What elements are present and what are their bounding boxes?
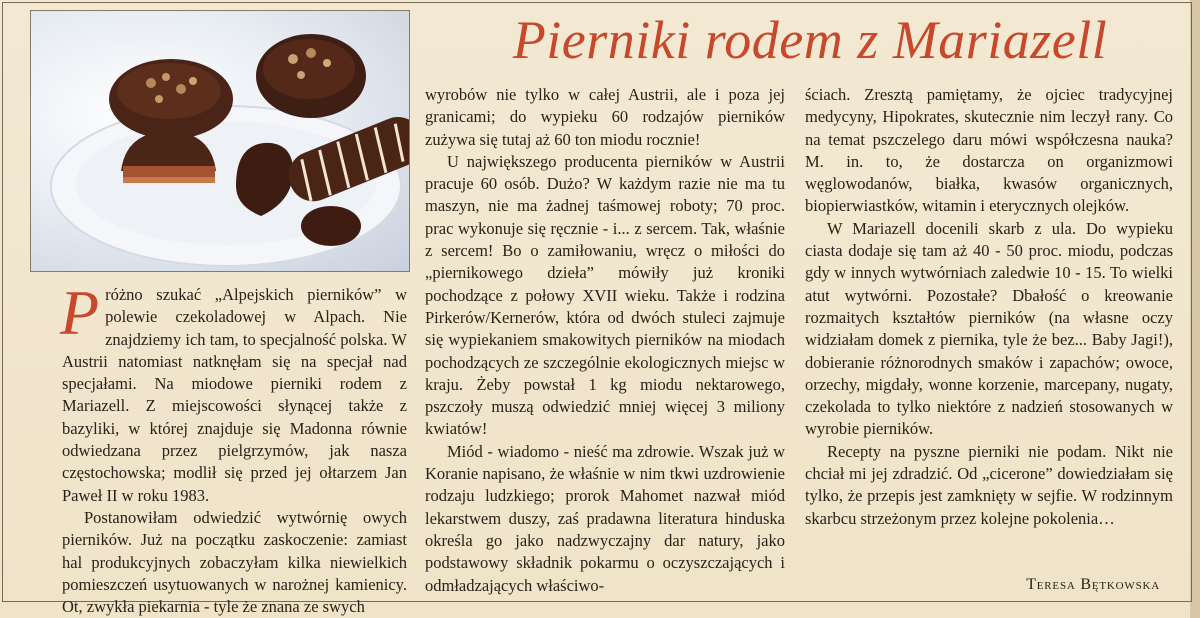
paragraph: ściach. Zresztą pamiętamy, że ojciec tradycyjnej medycyny, Hipokrates, skutecznie nim leczył rany. Co na temat pszczelego daru mówi współczesna nauka? M. in. to, że dostarcza on organizmowi węglowodanów, białka, kwasów organicznych, biopierwiastków, witamin i eterycznych olejków. — [805, 85, 1173, 216]
author-byline: Teresa Bętkowska — [1026, 576, 1160, 593]
column-2 — [425, 84, 785, 597]
column-1 — [60, 277, 407, 618]
paragraph: U największego producenta pierników w Austrii pracuje 60 osób. Dużo? W każdym razie nie ma tu maszyn, nie ma żadnej taśmowej roboty; 70 proc. prac wykonuje się ręcznie - i... z sercem. Tak, właśnie z sercem! Bo o zamiłowaniu, wręcz o miłości do „piernikowego dzieła” mówiły już kroniki pochodzące z połowy XVII wieku. Także i rodzina Pirkerów/Kernerów, która od dwóch stuleci zajmuje się wypiekaniem smakowitych pierników na miodach pochodzących ze szczególnie ekologicznych miejsc w kraju. Żeby powstał 1 kg miodu nektarowego, pszczoły muszą odwiedzić mniej więcej 3 miliony kwiatów! — [425, 151, 785, 439]
paragraph: W Mariazell docenili skarb z ula. Do wypieku ciasta dodaje się tam aż 40 - 50 proc. miodu, podczas gdy w innych wytwórniach zaledwie 10 - 15. To wielki atut wytwórni. Pozostałe? Dbałość o kreowanie rozmaitych kształtów pierników (na własne oczy widziałam domek z piernika, tyle że bez... Baby Jagi!), dobieranie różnorodnych smaków i zapachów; owoce, orzechy, migdały, wonne korzenie, marcepany, nugaty, czekolada to tylko niektóre z nadzień stosowanych w wyrobie pierników. — [805, 218, 1173, 439]
gingerbread-illustration — [31, 11, 410, 272]
paragraph: wyrobów nie tylko w całej Austrii, ale i poza jej granicami; do wypieku 60 rodzajów pierników zużywa się tutaj aż 60 ton miodu rocznie! — [425, 85, 785, 149]
column-3 — [805, 84, 1173, 530]
article-title: Pierniki rodem z Mariazell — [512, 10, 1108, 70]
paragraph: Miód - wiadomo - nieść ma zdrowie. Wszak już w Koranie napisano, że właśnie w nim tkwi uzdrowienie rodzaju ludzkiego; prorok Mahomet nazwał miód lekarstwem duszy, zaś pradawna literatura hinduska określa go jako nadzwyczajny dar natury, jako podstawowy składnik pokarmu o oczyszczających i odmładzających właściwo- — [425, 441, 785, 595]
gingerbread-photo — [30, 10, 410, 272]
drop-cap: P — [60, 277, 100, 348]
paragraph: Postanowiłam odwiedzić wytwórnię owych pierników. Już na początku zaskoczenie: zamiast hal produkcyjnych zobaczyłam kilka niewielkich pomieszczeń usytuowanych w narożnej kamienicy. Ot, zwykła piekarnia - tyle że znana ze swych — [62, 507, 407, 617]
paragraph: Recepty na pyszne pierniki nie podam. Nikt nie chciał mi jej zdradzić. Od „cicerone” dowiedziałam się tylko, że przepis jest zamknięty w sejfie. W rodzinnym skarbcu strzeżonym przez kolejne pokolenia… — [805, 441, 1173, 528]
paragraph-intro — [60, 277, 407, 507]
intro-text: różno szukać „Alpejskich pierników” w polewie czekoladowej w Alpach. Nie znajdziemy ich tam, to specjalność polska. W Austrii natomiast natknęłam się na specjał nad specjałami. Na miodowe pierniki rodem z Mariazell. Z miejscowości słynącej także z bazyliki, w której znajduje się Madonna równie odwiedzana przez pielgrzymów, jak nasza częstochowska; modlił się przed jej ołtarzem Jan Paweł II w roku 1983. — [62, 285, 407, 505]
